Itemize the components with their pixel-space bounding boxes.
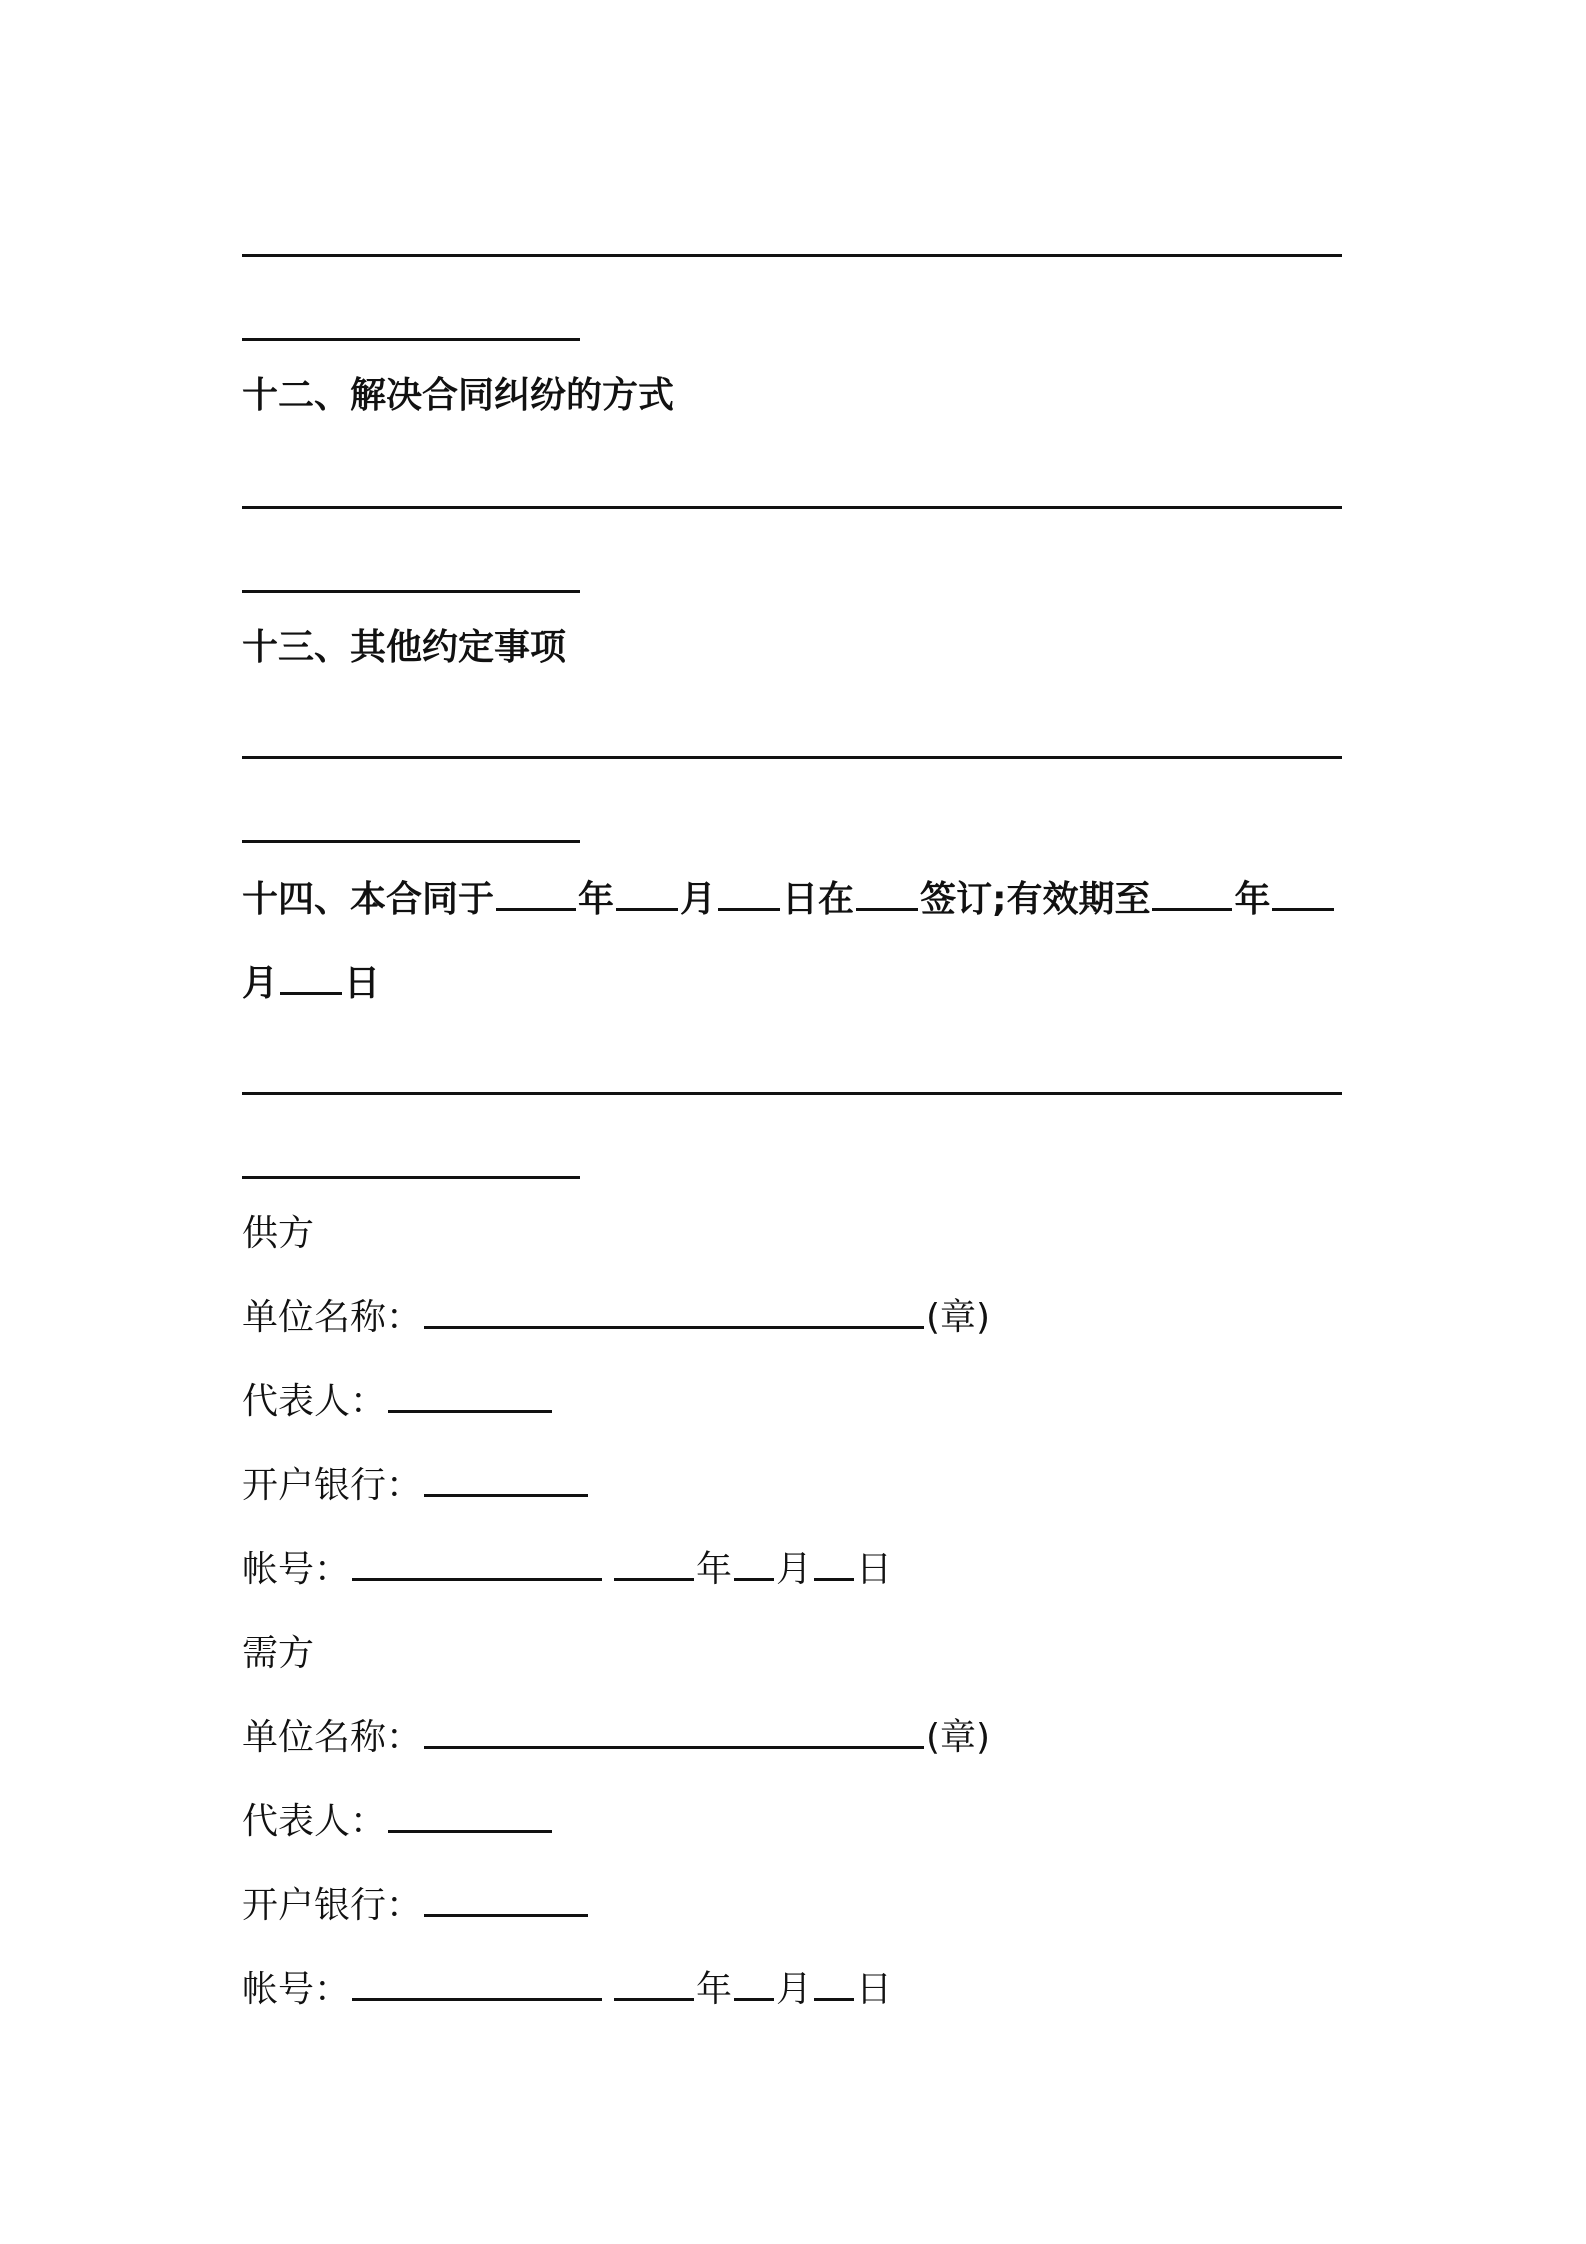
- year-label: 年: [696, 1969, 733, 2010]
- bank-label: 开户银行：: [242, 1885, 423, 1926]
- blank-year-2: [1152, 878, 1232, 911]
- seal-label: (章): [926, 1717, 991, 1758]
- blank-place: [856, 878, 918, 911]
- blank-line: [242, 756, 1342, 759]
- year-label: 年: [578, 879, 615, 920]
- buyer-unit-name-row: [242, 1716, 990, 1760]
- year-label-2: 年: [1234, 879, 1271, 920]
- section-13-title: 十三、其他约定事项: [242, 627, 567, 668]
- day-label: 日: [856, 1969, 893, 2010]
- blank-year: [496, 878, 576, 911]
- blank-line: [242, 1092, 1342, 1095]
- signed-label: 签订;有效期至: [920, 879, 1151, 920]
- blank-month: [616, 878, 678, 911]
- account-blank: [352, 1968, 602, 2001]
- account-label: 帐号：: [242, 1549, 351, 1590]
- buyer-account-row: [242, 1968, 892, 2012]
- unit-name-blank: [424, 1716, 924, 1749]
- section-14-line: [242, 878, 1336, 922]
- day-at-label: 日在: [782, 879, 855, 920]
- date-year-blank: [614, 1548, 694, 1581]
- supplier-account-row: [242, 1548, 892, 1592]
- representative-blank: [388, 1800, 552, 1833]
- month-label: 月: [776, 1549, 813, 1590]
- supplier-unit-name-row: [242, 1296, 990, 1340]
- month-label-2: 月: [242, 963, 279, 1004]
- supplier-representative-row: [242, 1380, 554, 1424]
- representative-label: 代表人：: [242, 1801, 387, 1842]
- year-label: 年: [696, 1549, 733, 1590]
- representative-label: 代表人：: [242, 1381, 387, 1422]
- day-label: 日: [856, 1549, 893, 1590]
- buyer-bank-row: [242, 1884, 590, 1928]
- blank-line: [242, 1176, 580, 1179]
- representative-blank: [388, 1380, 552, 1413]
- date-month-blank: [734, 1548, 774, 1581]
- supplier-heading: 供方: [242, 1213, 315, 1254]
- month-label: 月: [680, 879, 717, 920]
- day-label-2: 日: [344, 963, 381, 1004]
- account-blank: [352, 1548, 602, 1581]
- blank-line: [242, 840, 580, 843]
- blank-month-2: [1272, 878, 1334, 911]
- bank-blank: [424, 1464, 588, 1497]
- bank-blank: [424, 1884, 588, 1917]
- bank-label: 开户银行：: [242, 1465, 423, 1506]
- blank-day-2: [280, 962, 342, 995]
- blank-day: [718, 878, 780, 911]
- section-14-prefix: 十四、本合同于: [242, 879, 495, 920]
- buyer-heading: 需方: [242, 1633, 315, 1674]
- unit-name-blank: [424, 1296, 924, 1329]
- blank-line: [242, 254, 1342, 257]
- blank-line: [242, 506, 1342, 509]
- account-label: 帐号：: [242, 1969, 351, 2010]
- date-year-blank: [614, 1968, 694, 2001]
- blank-line: [242, 338, 580, 341]
- unit-name-label: 单位名称：: [242, 1297, 423, 1338]
- section-12-title: 十二、解决合同纠纷的方式: [242, 375, 675, 416]
- unit-name-label: 单位名称：: [242, 1717, 423, 1758]
- seal-label: (章): [926, 1297, 991, 1338]
- section-14-line-2: [242, 962, 380, 1006]
- blank-line: [242, 590, 580, 593]
- date-day-blank: [814, 1548, 854, 1581]
- date-month-blank: [734, 1968, 774, 2001]
- buyer-representative-row: [242, 1800, 554, 1844]
- month-label: 月: [776, 1969, 813, 2010]
- supplier-bank-row: [242, 1464, 590, 1508]
- date-day-blank: [814, 1968, 854, 2001]
